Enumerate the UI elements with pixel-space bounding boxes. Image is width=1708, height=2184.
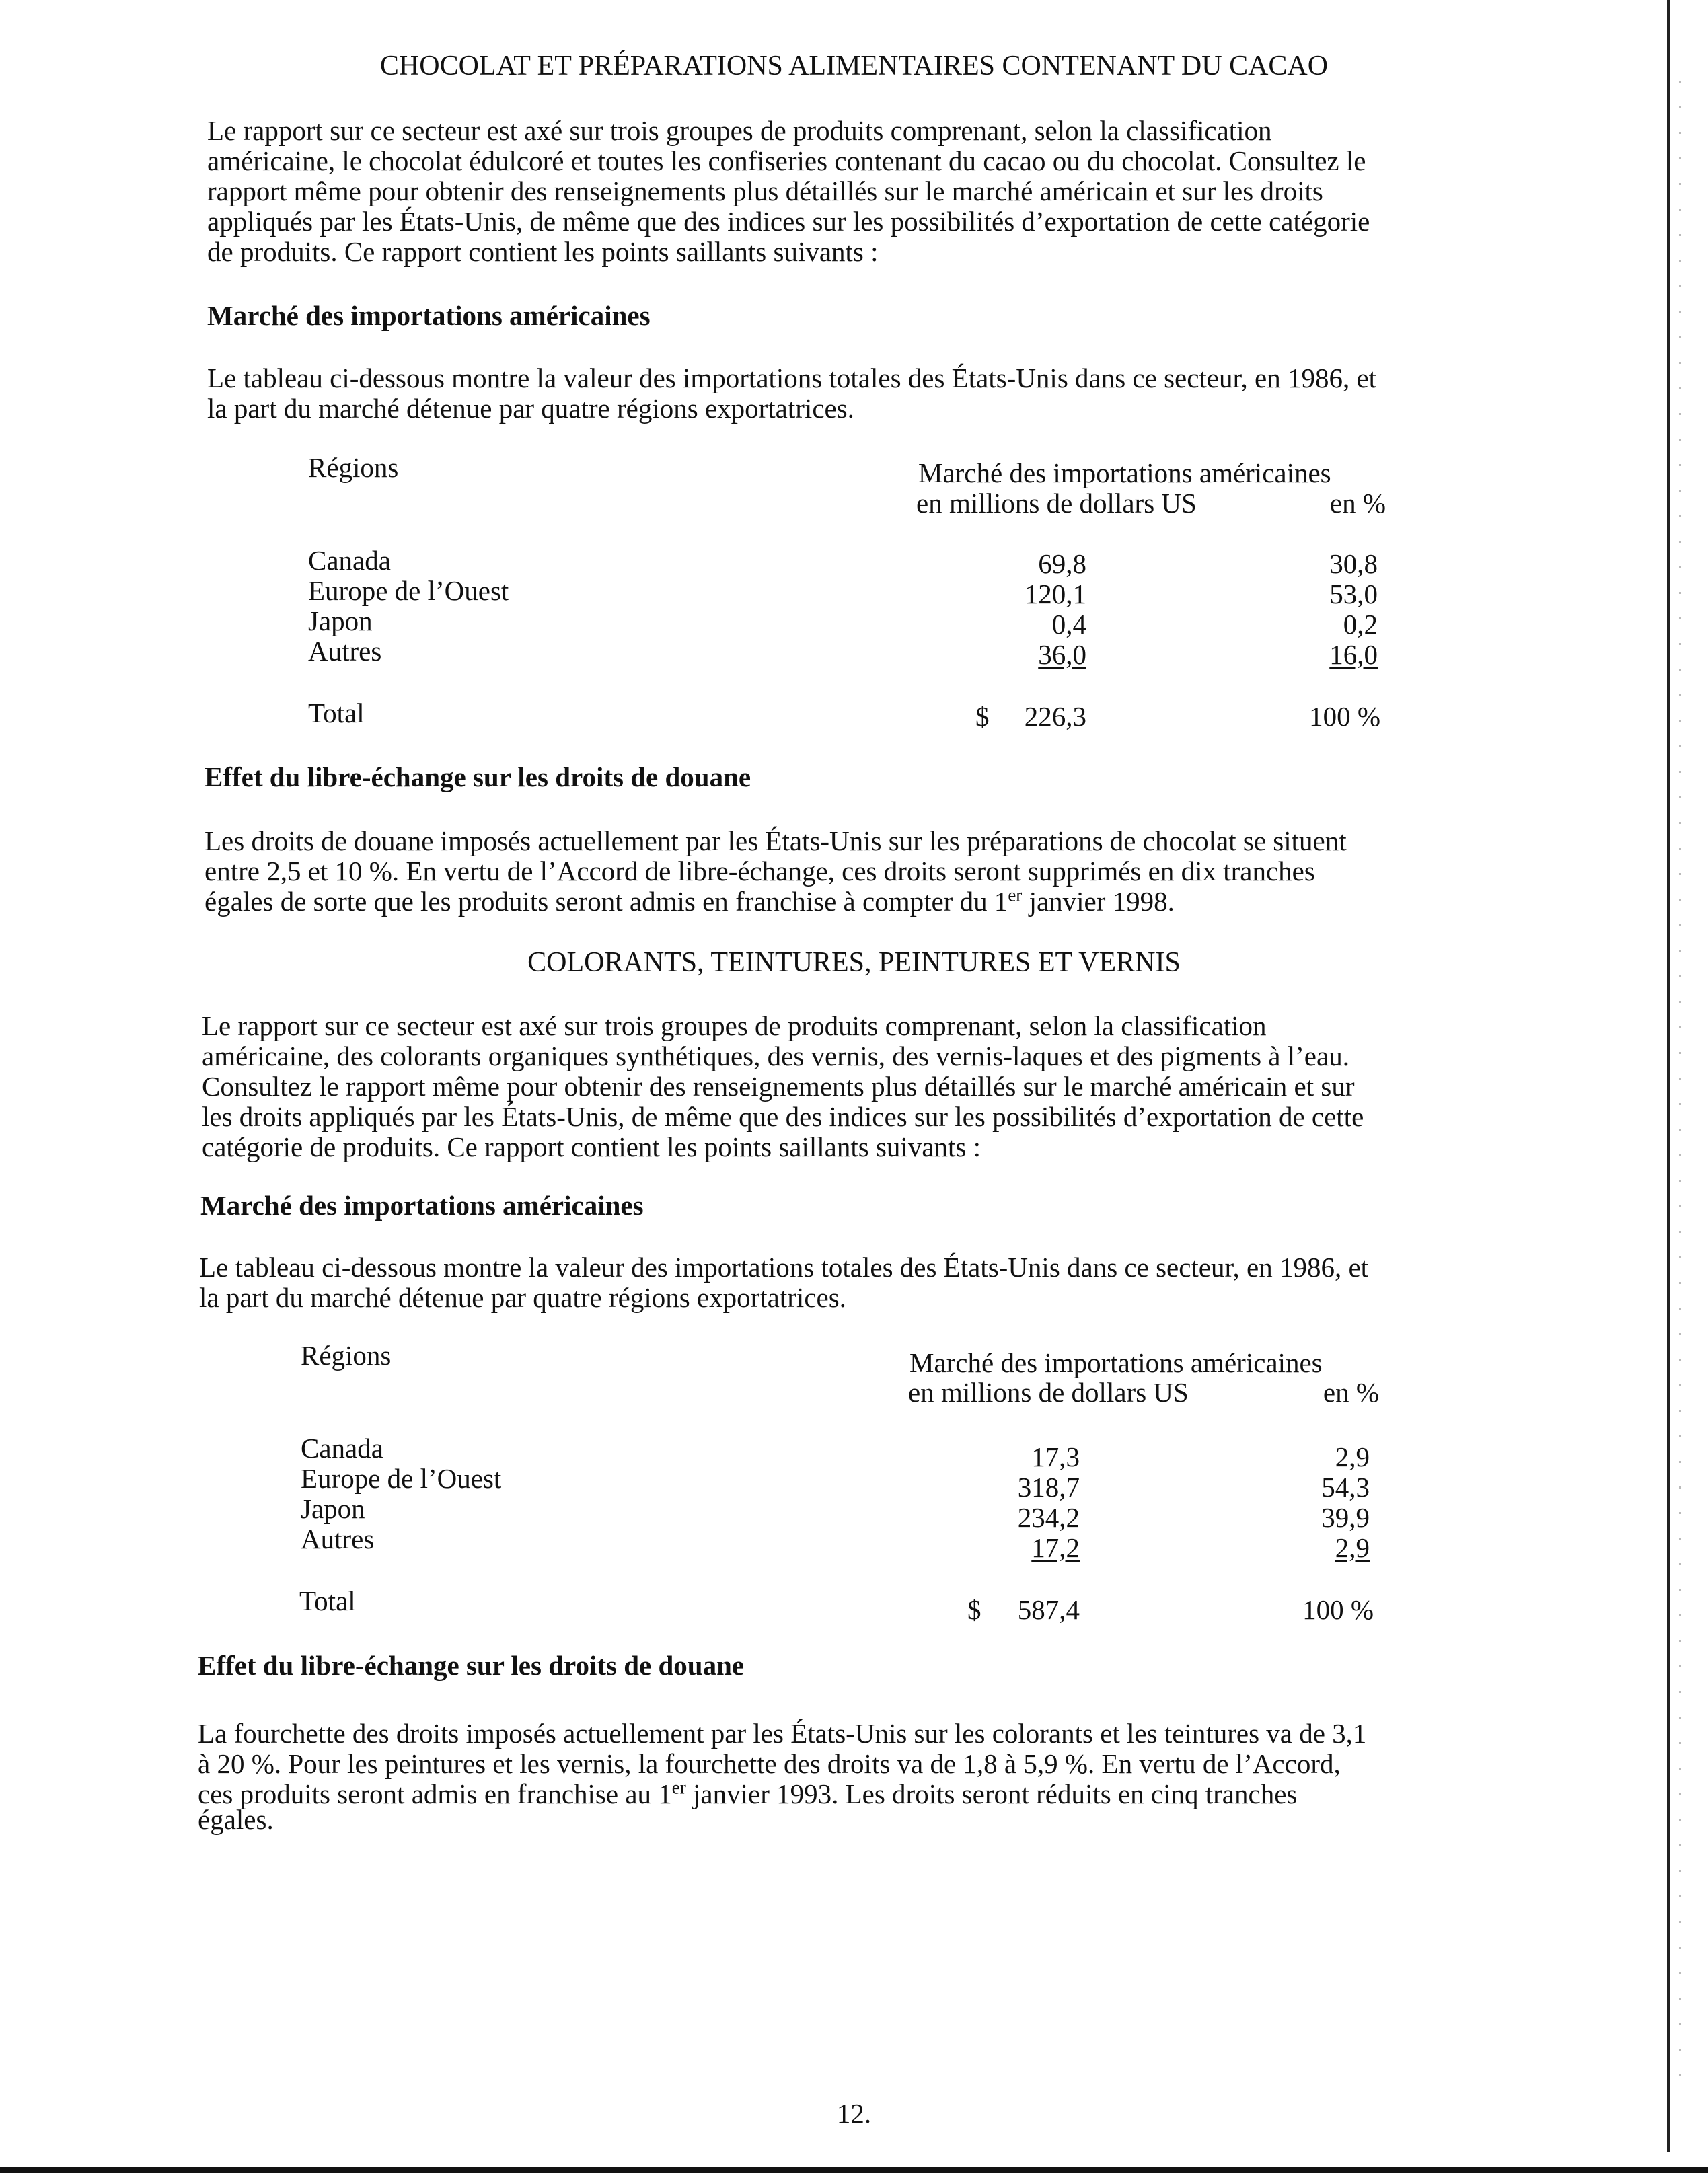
paragraph-line: La fourchette des droits imposés actuellement par les États-Unis sur les colorants et les teintures va de 3,1 — [198, 1718, 1367, 1749]
row-value: 0,4 — [1051, 609, 1086, 640]
row-value: 17,3 — [1031, 1441, 1080, 1472]
paragraph-line: rapport même pour obtenir des renseignements plus détaillés sur le marché américain et sur les droits — [207, 176, 1323, 206]
column-header-value: en millions de dollars US — [908, 1377, 1189, 1408]
subheading-tariff: Effet du libre-échange sur les droits de douane — [205, 761, 751, 792]
row-pct: 39,9 — [1321, 1502, 1370, 1533]
line-text: janvier 1993. Les droits seront réduits en cinq tranches — [685, 1778, 1298, 1809]
intro-paragraph — [207, 116, 1370, 267]
row-region: Japon — [308, 605, 373, 636]
total-pct: 100 % — [1302, 1594, 1374, 1625]
column-header-group: Marché des importations américaines — [918, 457, 1331, 488]
section-title: CHOCOLAT ET PRÉPARATIONS ALIMENTAIRES CONTENANT DU CACAO — [379, 50, 1329, 81]
column-header-pct: en % — [1323, 1377, 1379, 1408]
paragraph-line: américaine, des colorants organiques synthétiques, des vernis, des vernis-laques et des pigments à l’eau. — [202, 1041, 1349, 1071]
paragraph-line: les droits appliqués par les États-Unis, de même que des indices sur les possibilités d’exportation de cette — [202, 1101, 1364, 1132]
column-header-group: Marché des importations américaines — [909, 1347, 1323, 1378]
paragraph-line: catégorie de produits. Ce rapport contient les points saillants suivants : — [202, 1131, 981, 1162]
line-text: janvier 1998. — [1022, 886, 1175, 917]
total-value: 587,4 — [1017, 1594, 1080, 1625]
total-currency: $ — [975, 701, 990, 732]
intro-paragraph — [202, 1011, 1364, 1162]
paragraph-line: Le rapport sur ce secteur est axé sur trois groupes de produits comprenant, selon la classification — [202, 1010, 1267, 1041]
paragraph-line: Consultez le rapport même pour obtenir des renseignements plus détaillés sur le marché américain et sur — [202, 1071, 1355, 1102]
row-value: 17,2 — [1031, 1532, 1080, 1563]
paragraph-line — [198, 1779, 1366, 1809]
row-pct: 2,9 — [1335, 1532, 1370, 1563]
paragraph-line: Le tableau ci-dessous montre la valeur des importations totales des États-Unis dans ce secteur, en 1986, et — [207, 363, 1377, 393]
subheading-market: Marché des importations américaines — [207, 300, 651, 331]
tariff-paragraph — [198, 1718, 1367, 1835]
total-value: 226,3 — [1024, 701, 1086, 732]
superscript: er — [671, 1777, 686, 1798]
total-label: Total — [308, 698, 365, 728]
column-header-region: Régions — [308, 452, 399, 483]
row-region: Europe de l’Ouest — [308, 575, 509, 606]
row-value: 36,0 — [1038, 639, 1086, 670]
paragraph-line: la part du marché détenue par quatre régions exportatrices. — [207, 393, 854, 424]
row-value: 234,2 — [1017, 1502, 1080, 1533]
paragraph-line: égales. — [198, 1804, 274, 1835]
paragraph-line: Les droits de douane imposés actuellement par les États-Unis sur les préparations de chocolat se situent — [205, 825, 1347, 856]
row-pct: 53,0 — [1329, 578, 1378, 609]
row-region: Autres — [308, 636, 382, 667]
paragraph-line — [205, 884, 1347, 917]
line-text: ces produits seront admis en franchise au 1 — [198, 1778, 672, 1809]
total-label: Total — [299, 1585, 356, 1616]
row-region: Canada — [308, 545, 391, 576]
line-text: égales de sorte que les produits seront admis en franchise à compter du 1 — [205, 886, 1008, 917]
row-region: Europe de l’Ouest — [301, 1463, 502, 1494]
row-value: 318,7 — [1017, 1472, 1080, 1503]
row-pct: 0,2 — [1343, 609, 1378, 640]
paragraph-line: à 20 %. Pour les peintures et les vernis, la fourchette des droits va de 1,8 à 5,9 %. En vertu de l’Accord, — [198, 1748, 1341, 1779]
row-region: Japon — [301, 1493, 365, 1524]
paragraph-line: Le tableau ci-dessous montre la valeur des importations totales des États-Unis dans ce secteur, en 1986, et — [199, 1252, 1369, 1283]
market-paragraph — [207, 363, 1376, 424]
superscript: er — [1008, 884, 1023, 905]
paragraph-line: américaine, le chocolat édulcoré et toutes les confiseries contenant du cacao ou du chocolat. Consultez le — [207, 145, 1366, 176]
row-pct: 54,3 — [1321, 1472, 1370, 1503]
row-region: Canada — [301, 1433, 383, 1464]
page-number: 12. — [836, 2098, 872, 2129]
column-header-region: Régions — [301, 1340, 392, 1371]
row-value: 69,8 — [1038, 548, 1086, 579]
page-frame-bottom — [0, 2167, 1708, 2173]
total-pct: 100 % — [1309, 701, 1380, 732]
paragraph-line: entre 2,5 et 10 %. En vertu de l’Accord de libre-échange, ces droits seront supprimés en dix tranches — [205, 856, 1315, 887]
subheading-tariff: Effet du libre-échange sur les droits de douane — [198, 1650, 745, 1681]
column-header-pct: en % — [1329, 488, 1386, 519]
column-header-value: en millions de dollars US — [916, 488, 1197, 519]
paragraph-line: de produits. Ce rapport contient les points saillants suivants : — [207, 236, 879, 267]
row-pct: 30,8 — [1329, 548, 1378, 579]
subheading-market: Marché des importations américaines — [200, 1190, 644, 1221]
row-value: 120,1 — [1024, 578, 1086, 609]
scan-artifact — [1679, 81, 1681, 2099]
tariff-paragraph — [205, 826, 1347, 917]
market-paragraph — [199, 1252, 1368, 1313]
paragraph-line: appliqués par les États-Unis, de même que des indices sur les possibilités d’exportation de cette catégorie — [207, 206, 1370, 237]
section-title: COLORANTS, TEINTURES, PEINTURES ET VERNIS — [527, 947, 1181, 978]
paragraph-line: Le rapport sur ce secteur est axé sur trois groupes de produits comprenant, selon la classification — [207, 115, 1272, 146]
row-pct: 16,0 — [1329, 639, 1378, 670]
row-region: Autres — [301, 1523, 375, 1554]
paragraph-line: la part du marché détenue par quatre régions exportatrices. — [199, 1282, 846, 1313]
page-frame-right — [1667, 0, 1670, 2152]
total-currency: $ — [967, 1594, 981, 1625]
row-pct: 2,9 — [1335, 1441, 1370, 1472]
